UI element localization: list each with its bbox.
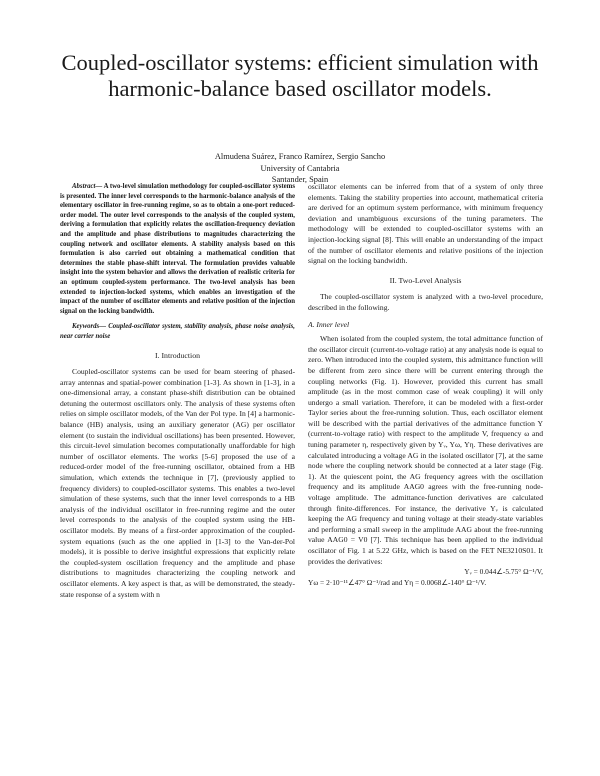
title-line-2: harmonic-balance based oscillator models. <box>108 76 492 101</box>
section-2-heading: II. Two-Level Analysis <box>389 275 462 285</box>
introduction-paragraph: Coupled-oscillator systems can be used for beam steering of phased-array antennas and spatial-power combination [1-3]. As shown in [1-3], in a one-dimensional array, a constant phase-shift distribution can be obtained detuning the outermost oscillators only. The analysis of these systems often relies on simple oscillator models, of the Van der Pol type. In [4] a harmonic-balance (HB) analysis, using an auxiliary generator (AG) per oscillator element (to sustain the individual oscillations) has been presented. However, this circuit-level simulation becomes computationally unaffordable for high number of oscillator elements. The works [5-6] proposed the use of a reduced-order model of the free-running oscillator, obtained from a HB simulation, which extends the technique in [7], (previously applied to frequency dividers) to coupled-oscillator systems. This enables a two-level simulation of these systems, such that the inner level corresponds to a HB analysis of the individual oscillator in free-running regime and the outer level corresponds to the analysis of the coupled system using the HB-oscillator models. By means of a first-order approximation of the coupled-system equations (such as the one applied in [1-3] to the Van-der-Pol models), it is possible to derive insightful expressions that explicitly relate the coupled-system oscillation frequency and the amplitude and phase distributions to magnitudes characterizing the coupling network and oscillator elements. A key aspect is that, as will be demonstrated, the steady-state response of a system with n <box>60 367 295 599</box>
abstract-text: A two-level simulation methodology for coupled-oscillator systems is presented. The inner level corresponds to the harmonic-balance analysis of the elementary oscillator in free-running regime, so as to obtain a one-port reduced-order model. The outer level corresponds to the analysis of the coupled system, deriving a formulation that explicitly relates the oscillation-frequency deviation and the amplitude and phase distributions to magnitudes characterizing the coupling network and oscillator elements. A stability analysis based on this formulation is also carried out obtaining a mathematical condition that determines the stable phase-shift interval. The formulation provides valuable insight into the system behavior and allows the derivation of realistic criteria for an optimum coupled-system performance. The two-level analysis has been extended to injection-locked systems, which enables an investigation of the impact of the number of oscillator elements and relative position of the injection signal on the locking bandwidth. <box>60 183 295 315</box>
author-location: Santander, Spain <box>271 175 329 184</box>
left-column <box>60 182 295 600</box>
section-2-intro: The coupled-oscillator system is analyzed with a two-level procedure, described in the following. <box>308 292 543 312</box>
subsection-a-heading: A. Inner level <box>308 319 350 329</box>
equation-line-1: Yᵥ = 0.044∠-5.75° Ω⁻¹/V, <box>464 567 543 577</box>
right-column <box>308 182 543 588</box>
author-affiliation: University of Cantabria <box>260 163 340 173</box>
author-block <box>100 151 500 186</box>
abstract <box>60 182 295 316</box>
equation-line-2: Yω = 2·10⁻¹¹∠47° Ω⁻¹/rad and Yη = 0.0068∠-140° Ω⁻¹/V. <box>308 577 487 587</box>
abstract-label: Abstract— <box>72 183 103 190</box>
paper-title <box>30 50 570 102</box>
introduction-continued: oscillator elements can be inferred from that of a system of only three elements. Taking the stability properties into account, mathematical criteria are derived for an optimum system performance, with minimum frequency deviation and unambiguous excursions of the tuning parameters. The methodology will be extended to coupled-oscillator systems with an injection-locking signal [8]. This will enable an understanding of the impact of the number of oscillator elements and relative positions of the injection signal on the locking bandwidth. <box>308 182 543 266</box>
section-1-heading: I. Introduction <box>154 350 201 360</box>
title-line-1: Coupled-oscillator systems: efficient simulation with <box>61 50 539 75</box>
keywords: Keywords— Coupled-oscillator system, stability analysis, phase noise analysis, near carrier noise <box>60 323 295 340</box>
inner-level-paragraph: When isolated from the coupled system, the total admittance function of the oscillator circuit (current-to-voltage ratio) at any analysis node is equal to zero. When introduced into the coupled system, this admittance function will be different from zero since there will be current entering through the coupling networks (Fig. 1). However, provided this current has small amplitude (as in the most common case of weak coupling) it will only undergo a small variation. Therefore, it can be modeled with a first-order Taylor series about the free-running solution. Thus, each oscillator element will be described with the partial derivatives of the admittance function Y (current-to-voltage ratio) with respect to the amplitude V, frequency ω and tuning parameter η, respectively given by Yᵥ, Yω, Yη. These derivatives are calculated introducing a voltage AG in the isolated oscillator [7], at the same node where the coupling network should be connected at a later stage (Fig. 1). At the quiescent point, the AG frequency agrees with the oscillation frequency and its amplitude AAG0 agrees with the free-running node-voltage amplitude. The admittance-function derivatives are calculated through finite-differences. For instance, the derivative Yᵥ is calculated keeping the AG frequency and tuning voltage at their steady-state variables and performing a small sweep in the amplitude AAG about the free-running value AAG0 = V0 [7]. This technique has been applied to the individual oscillator of Fig. 1 at 5.22 GHz, which is based on the FET NE3210S01. It provides the derivatives: <box>308 334 543 566</box>
author-names: Almudena Suárez, Franco Ramírez, Sergio Sancho <box>214 152 386 161</box>
